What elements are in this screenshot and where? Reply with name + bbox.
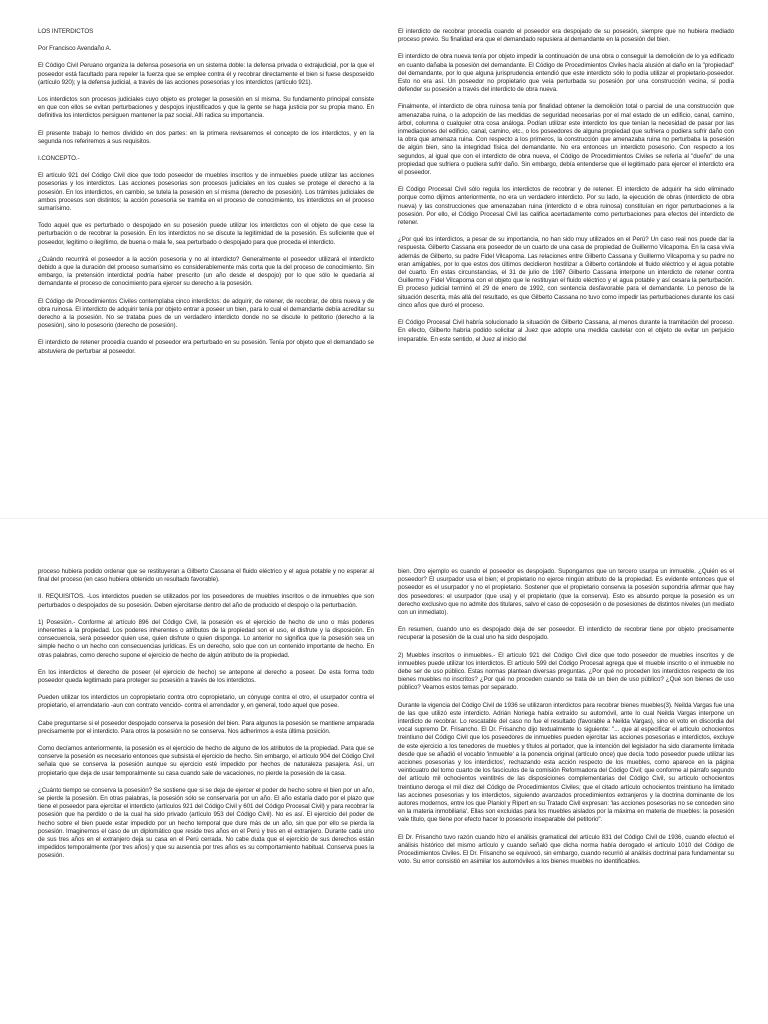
paragraph: El Código Civil Peruano organiza la defensa posesoria en un sistema doble: la defensa privada o extrajudicial, por la que el poseedor está facultado para repeler la fuerza que se emplee contra él y recobrar directamente el bien si fuese desposeído (artículo 920); y la defensa judicial, a través de las acciones posesorias y los interdictos (artículo 921). [38, 62, 374, 86]
paragraph: Como decíamos anteriormente, la posesión es el ejercicio de hecho de alguno de los atributos de la propiedad. Para que se conserve la posesión es necesario entonces que subsista el ejercicio de hecho. Sin embargo, el artículo 904 del Código Civil señala que se conserva la posesión aunque su ejercicio esté impedido por hechos de naturaleza pasajera. Así, un propietario que deja de usar temporalmente su casa cuando sale de vacaciones, no pierde la posesión de la casa. [38, 745, 374, 777]
paragraph: En resumen, cuando uno es despojado deja de ser poseedor. El interdicto de recobrar tiene por objeto precisamente recuperar la posesión de la cual uno ha sido despojado. [398, 626, 734, 642]
paragraph: II. REQUISITOS. -Los interdictos pueden se utilizados por los poseedores de muebles inscritos o de inmuebles que son perturbados o despojados de su posesión. Deben ejercitarse dentro del año de producido el despojo o la perturbación. [38, 593, 374, 609]
paragraph: Todo aquel que es perturbado o despojado en su posesión puede utilizar los interdictos con el objeto de que cese la perturbación o de recobrar la posesión. En los interdictos no se discute la legitimidad de la posesión. Es suficiente que el poseedor, legítimo o ilegítimo, de buena o mala fe, sea perturbado o despojado para que proceda el interdicto. [38, 222, 374, 246]
paragraph: ¿Cuánto tiempo se conserva la posesión? Se sostiene que si se deja de ejercer el poder de hecho sobre el bien por un año, se pierde la posesión. En otras palabras, la posesión sólo se conservaría por un año. El año estaría dado por el plazo que tiene el poseedor para ejercitar el interdicto (artículos 921 del Código Civil y 601 del Código Procesal Civil) y para recobrar la posesión que ha perdido o de la cual ha sido privado (artículo 953 del Código Civil). No es así. El ejercicio del poder de hecho sobre el bien puede estar impedido por un hecho temporal que dure más de un año, sin que por ello se pierda la posesión. Imaginemos el caso de un diplomático que reside tres años en el Perú y tres en el extranjero. Durante cada uno de sus tres años en el extranjero deja su casa en el Perú cerrada. No cabe duda que el ejercicio de sus derechos están impedidos temporalmente (por tres años) y que su ausencia por tres años es su comportamiento habitual. Conserva pues la posesión. [38, 786, 374, 860]
paragraph: ¿Cuándo recurrirá el poseedor a la acción posesoria y no al interdicto? Generalmente el poseedor utilizará el interdicto debido a que la duración del proceso sumarísimo es considerablemente más corta que la del proceso de conocimiento. Sin embargo, la pretensión interdictal podría haber prescrito (un año desde el despojo) por lo que sólo le quedaría al demandante el proceso de conocimiento para ejercer su derecho a la posesión. [38, 255, 374, 288]
paragraph: Por Francisco Avendaño A. [38, 45, 112, 53]
paragraph: El artículo 921 del Código Civil dice que todo poseedor de muebles inscritos y de inmuebles puede utilizar las acciones posesorias y los interdictos. Las acciones posesorias son procesos judiciales en los cuales se protege el derecho a la posesión. En los interdictos, en cambio, se tutela la posesión en sí misma (derecho de posesión). Los trámites judiciales de ambos procesos son distintos; la acción posesoria se tramita en el proceso de conocimiento, los interdictos en el proceso sumarísimo. [38, 172, 374, 213]
page2-left-column [38, 568, 374, 1020]
paragraph: Finalmente, el interdicto de obra ruinosa tenía por finalidad obtener la demolición total o parcial de una construcción que amenazaba ruina, o la adopción de las medidas de seguridad necesarias por el mal estado de un edificio, canal, camino, árbol, columna o cualquier otra cosa análoga. Podían utilizar este interdicto los que tenían la necesidad de pasar por las inmediaciones del edificio, canal, camino, etc., o los poseedores de alguna propiedad que sufriera o pudiera sufrir daño con la obra que amenaza ruina. Con respecto a los primeros, la construcción que amenazaba ruina no perturbaba la posesión de algún bien, sino la integridad física del demandante. No era entonces un interdicto posesorio. Con respecto a los segundos, al igual que con el interdicto de obra nueva, el Código de Procedimientos Civiles se refería al "dueño" de una propiedad que sufriera o pudiera sufrir daño. Sin embargo, debía entenderse que el legitimado para ejercer el interdicto era el poseedor. [398, 103, 734, 177]
paragraph: Cabe preguntarse si el poseedor despojado conserva la posesión del bien. Para algunos la posesión se mantiene amparada precisamente por el interdicto. Para otros la posesión no se conserva. Nos adherimos a esta última posición. [38, 719, 374, 735]
paragraph: LOS INTERDICTOS [38, 28, 94, 35]
paragraph: proceso hubiera podido ordenar que se restituyeran a Gilberto Cassana el fluido eléctrico y el agua potable y no esperar al final del proceso (en caso hubiera obtenido un resultado favorable). [38, 568, 374, 584]
paragraph: ¿Por qué los interdictos, a pesar de su importancia, no han sido muy utilizados en el Perú? Un caso real nos puede dar la respuesta. Gilberto Cassana era poseedor de un cuarto de una casa de propiedad de Guillermo Vilcapoma. En la casa vivía además de Gilberto, su padre Fidel Vilcapoma. Las relaciones entre Gilberto Cassana y Guillermo Vilcapoma y su padre no eran amigables, por lo que estos dos últimos decidieron hostilizar a Gilberto cortándole el fluido eléctrico y el agua potable del cuarto. En estas circunstancias, el 31 de julio de 1987 Gilberto Cassana interpone un interdicto de retener contra Guillermo y Fidel Vilcapoma con el objeto que le restituyan el fluido eléctrico y el agua potable y así cesara la perturbación. El proceso judicial terminó el 29 de enero de 1992, con sentencia desfavorable para el demandante. Lo penoso de la situación descrita, más allá del resultado, es que Gilberto Cassana no tuvo como impedir las perturbaciones durante los casi cinco años que duró el proceso. [398, 236, 734, 309]
paragraph: En los interdictos el derecho de poseer (el ejercicio de hecho) se antepone al derecho a poseer. De esta forma todo poseedor queda legitimado para proteger su posesión a través de los interdictos. [38, 668, 374, 685]
paragraph: bien. Otro ejemplo es cuando el poseedor es despojado. Supongamos que un tercero usurpa un inmueble. ¿Quién es el poseedor? El usurpador usa el bien; el propietario no ejerce ningún atributo de la propiedad. Es evidente entonces que el poseedor es el usurpador y no el propietario. Sostener que el propietario conserva la posesión supondría afirmar que hay dos poseedores: el usurpador (que usa) y el propietario (que la conserva). Esto es absurdo porque la posesión es un derecho exclusivo que no admite dos titulares, salvo el caso de coposesión o de posesiones de distintos niveles (un mediato con un inmediato). [398, 568, 734, 617]
paragraph: I.CONCEPTO.- [38, 155, 80, 163]
paragraph: El interdicto de retener procedía cuando el poseedor era perturbado en su posesión. Tenía por objeto que el demandado se abstuviera de perturbar al poseedor. [38, 339, 374, 355]
page2-right-column [398, 568, 734, 1020]
paragraph: El interdicto de obra nueva tenía por objeto impedir la continuación de una obra o conseguir la demolición de lo ya edificado en cuanto dañaba la posesión del demandante. El Código de Procedimientos Civiles hacía alusión al daño en la "propiedad" del demandante, por lo que alguna jurisprudencia entendió que este interdicto sólo lo podía utilizar el propietario-poseedor. Esto no era así. Un poseedor no propietario que veía perturbada su posesión por una construcción vecina, sí podía defender su posesión a través del interdicto de obra nueva. [398, 53, 734, 94]
page1-right-column [398, 28, 734, 503]
paragraph: Pueden utilizar los interdictos un copropietario contra otro copropietario, un cónyuge contra el otro, el usurpador contra el propietario, el arrendatario -aun con contrato vencido- contra el arrendador y, en general, todo aquel que posee. [38, 694, 374, 710]
paragraph: El Código de Procedimientos Civiles contemplaba cinco interdictos: de adquirir, de retener, de recobrar, de obra nueva y de obra ruinosa. El interdicto de adquirir tenía por objeto entrar a poseer un bien, para lo cual el demandante debía acreditar su derecho a la posesión. No se trataba pues de un verdadero interdicto donde no se discute lo petitorio (derecho a la posesión), sino lo posesorio (derecho de posesión). [38, 297, 374, 330]
paragraph: El presente trabajo lo hemos dividido en dos partes: en la primera revisaremos el concepto de los interdictos, y en la segunda nos referiremos a sus requisitos. [38, 129, 374, 145]
paragraph: El Código Procesal Civil habría solucionado la situación de Gilberto Cassana, al menos durante la tramitación del proceso. En efecto, Gilberto habría podido solicitar al Juez que adopte una medida cautelar con el objeto de evitar un perjuicio irreparable. En este sentido, el Juez al inicio del [398, 319, 734, 343]
paragraph: El Dr. Frisancho tuvo razón cuando hizo el análisis gramatical del artículo 831 del Código Civil de 1936, cuando efectuó el análisis histórico del mismo artículo y cuando señaló que dicha norma había derogado el artículo 1010 del Código de Procedimientos Civiles. El Dr. Frisancho se equivocó, sin embargo, cuando recurrió al análisis doctrinal para fundamentar su voto. Su error consistió en asimilar los automóviles a los bienes muebles no identificables. [398, 833, 734, 866]
paragraph: 2) Muebles inscritos o inmuebles.- El artículo 921 del Código Civil dice que todo poseedor de muebles inscritos y de inmuebles puede utilizar los interdictos. El artículo 599 del Código Procesal agrega que el mueble inscrito o el inmueble no debe ser de uso público. Estas normas plantean diversas preguntas. ¿Por qué no proceden los interdictos respecto de los bienes muebles no inscritos? ¿Por qué no proceden cuando se trata de un bien de uso público? ¿Qué son bienes de uso público? Veamos estos temas por separado. [398, 651, 734, 692]
page1-left-column [38, 28, 374, 498]
page-divider [0, 518, 768, 519]
paragraph: Los interdictos son procesos judiciales cuyo objeto es proteger la posesión en sí misma. Su fundamento principal consiste en que con ellos se evitan perturbaciones y despojos injustificados y que la gente se haga justicia por su propia mano. En definitiva los interdictos persiguen mantener la paz social. Allí radica su importancia. [38, 96, 374, 120]
paragraph: El interdicto de recobrar procedía cuando el poseedor era despojado de su posesión, siempre que no hubiera mediado proceso previo. Su finalidad era que el demandado repusiera al demandante en la posesión del bien. [398, 28, 734, 44]
paragraph: 1) Posesión.- Conforme al artículo 896 del Código Civil, la posesión es el ejercicio de hecho de uno o más poderes inherentes a la propiedad. Los poderes inherentes o atributos de la propiedad son el uso, el disfrute y la disposición. En consecuencia, será poseedor quien use, quien disfrute o quien disponga. Lo anterior no significa que la posesión sea un simple hecho o un hecho con consecuencias jurídicas. Es un derecho, solo que con un contenido importante de hecho. En otras palabras, como derecho supone el ejercicio de hecho de algún atributo de la propiedad. [38, 618, 374, 659]
paragraph: El Código Procesal Civil sólo regula los interdictos de recobrar y de retener. El interdicto de adquirir ha sido eliminado porque como dijimos anteriormente, no era un verdadero interdicto. Por su lado, la ejecución de obras (interdicto de obra nueva) y las construcciones que amenazaban ruina (interdicto d e obra ruinosa) constituían en rigor perturbaciones a la posesión. Por ello, el Código Procesal Civil las califica acertadamente como perturbaciones para efectos del interdicto de retener. [398, 186, 734, 227]
paragraph: Durante la vigencia del Código Civil de 1936 se utilizaron interdictos para recobrar bienes muebles(3). Neilda Vargas fue una de las que utilizó este interdicto. Adrián Noriega había extraído su automóvil, ante lo cual Neilda Vargas interpone un interdicto de recobrar. Lo rescatable del caso no fue el resultado (favorable a Neilda Vargas), sino el voto en discordia del vocal supremo Dr. Frisancho. El Dr. Frisancho dijo textualmente lo siguiente: "... que al especificar el artículo ochocientos treintiuno del Código Civil que los poseedores de inmuebles pueden ejercitar las acciones posesorias e interdictos, excluye de este ejercicio a los tenedores de muebles y títulos al portador, que la intención del legislador ha sido claramente limitada desde que se añadió el vocablo 'inmueble' a la ponencia original (artículo once) que decía 'todo poseedor puede utilizar las acciones posesorias y los interdictos', rechazando esta acción respecto de los muebles, como aparece en la página veinticuatro del tomo cuarto de los fascículos de la comisión Reformadora del Código Civil; que conforme al párrafo segundo del artículo mil ochocientos veintitrés de las disposiciones complementarias del Código Civil, su artículo ochocientos treintiuno deroga el mil diez del Código de Procedimientos Civiles; que el citado artículo ochocientos treintiuno ha limitado las acciones posesorias y los interdictos, siguiendo avanzados procedimientos extranjeros y la doctrina dominante de los autores modernos, entre los que Planiol y Ripert en su Tratado Civil expresan: 'las acciones posesorias no se conceden sino en la materia inmobiliaria'. Ellas son excluidas para los muebles aislados por la máxima en materia de muebles: la posesión vale título, que tiene por efecto hacer lo posesorio inseparable del petitorio". [398, 701, 734, 824]
